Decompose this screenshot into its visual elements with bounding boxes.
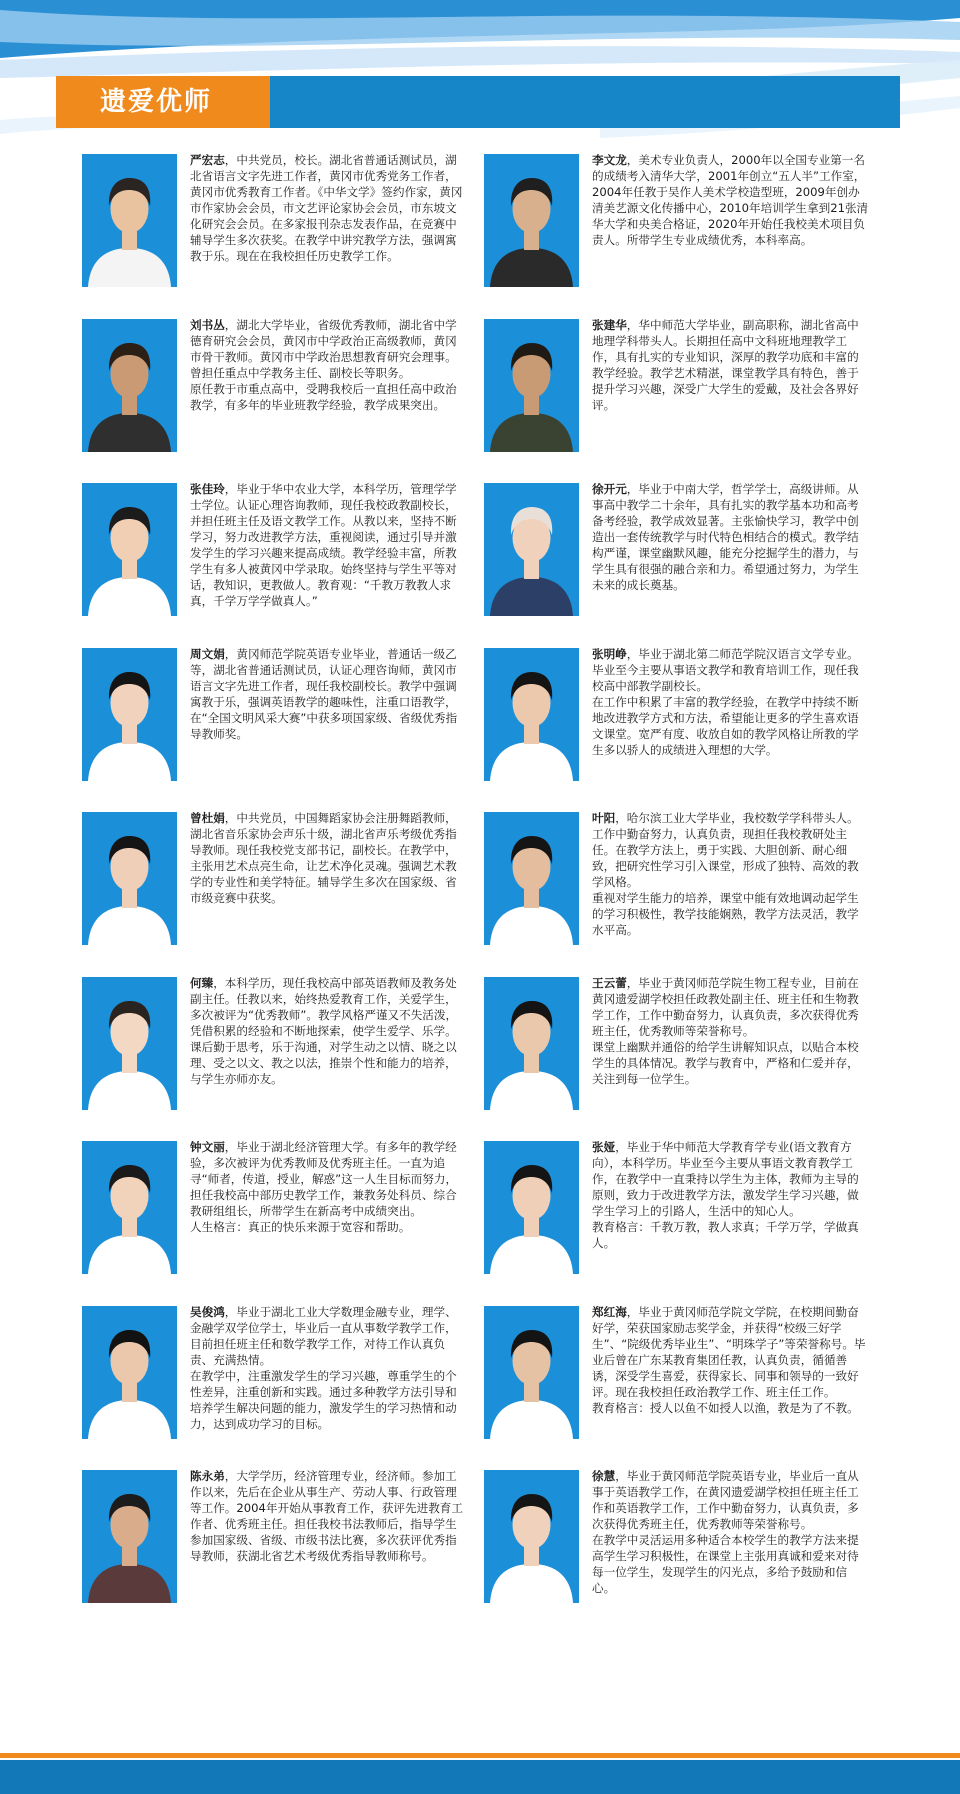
- teacher-bio: [190, 152, 468, 264]
- teacher-name: 曾杜娟: [190, 811, 225, 825]
- teacher-description: ，本科学历，现任我校高中部英语教师及教务处副主任。任教以来，始终热爱教育工作，关爱学生，多次被评为“优秀教师”。教学风格严谨又不失活泼，凭借积累的经验和不断地探索，使学生爱学、乐学。课后勤于思考，乐于沟通，对学生动之以情、晓之以理、受之以文、教之以法，推崇个性和能力的培养，与学生亦师亦友。: [190, 975, 458, 1086]
- teacher-description: ，毕业于华中师范大学教育学专业(语文教育方向），本科学历。毕业至今主要从事语文教育教学工作，在教学中一直秉持以学生为主体，教师为主导的原则，致力于改进教学方法，激发学生学习兴趣，做学生学习上的引路人，生活中的知心人。: [592, 1140, 859, 1218]
- teacher-name: 何臻: [190, 975, 214, 990]
- teacher-bio: [592, 810, 870, 938]
- teacher-photo: [484, 319, 579, 452]
- teacher-name: 张娅: [592, 1140, 616, 1154]
- teacher-description: ，大学学历，经济管理专业，经济师。参加工作以来，先后在企业从事生产、劳动人事、行政管理等工作。2004年开始从事教育工作，获评先进教育工作者、优秀班主任。担任我校书法教师后，指导学生参加国家级、省级、市级书法比赛，多次获评优秀指导教师，获湖北省艺术考级优秀指导教师称号。: [190, 1469, 463, 1563]
- section-header: [56, 76, 900, 128]
- teacher-grid: [82, 154, 882, 1635]
- teacher-description: ，中共党员，校长。湖北省普通话测试员，湖北省语言文字先进工作者，黄冈市优秀党务工作者，黄冈市优秀教育工作者。《中华文学》签约作家，黄冈市作家协会会员，市文艺评论家协会会员，市东坡文化研究会会员。在多家报刊杂志发表作品，在竞赛中辅导学生多次获奖。在教学中讲究教学方法，强调寓教于乐。现在在我校担任历史教学工作。: [190, 153, 463, 263]
- teacher-description: ，毕业于黄冈师范学院文学院，在校期间勤奋好学，荣获国家励志奖学金，并获得“校级三好学生”、“院级优秀毕业生”、“明珠学子”等荣誉称号。毕业后曾在广东某教育集团任教，认真负责，循循善诱，深受学生喜爱，获得家长、同事和领导的一致好评。现在我校担任政治教学工作、班主任工作。: [592, 1304, 866, 1399]
- teacher-name: 张建华: [592, 317, 627, 332]
- teacher-description: 原任教于市重点高中，受聘我校后一直担任高中政治教学，有多年的毕业班教学经验，教学成果突出。: [190, 381, 457, 412]
- teacher-card: [484, 1470, 882, 1635]
- teacher-name: 李文龙: [592, 153, 627, 167]
- teacher-photo: [484, 1306, 579, 1439]
- teacher-name: 王云蕾: [592, 975, 627, 990]
- teacher-card: [484, 648, 882, 813]
- teacher-name: 严宏志: [190, 153, 225, 167]
- teacher-photo: [82, 319, 177, 452]
- teacher-bio: [190, 481, 468, 609]
- teacher-description: ，中共党员，中国舞蹈家协会注册舞蹈教师，湖北省音乐家协会声乐十级，湖北省声乐考级优秀指导教师。现任我校党支部书记，副校长。在教学中，主张用艺术点亮生命，让艺术净化灵魂。强调艺术教学的专业性和美学特征。辅导学生多次在国家级、省市级竞赛中获奖。: [190, 811, 457, 905]
- teacher-card: [82, 154, 480, 319]
- teacher-photo: [82, 1306, 177, 1439]
- teacher-name: 周文娟: [190, 646, 225, 661]
- teacher-description: ，毕业于华中农业大学，本科学历，管理学学士学位。认证心理咨询教师，现任我校政教副校长，并担任班主任及语文教学工作。从教以来，坚持不断学习，努力改进教学方法，重视阅读，通过引导并激发学生的学习兴趣来提高成绩。教学经验丰富，所教学生有多人被黄冈中学录取。始终坚持与学生平等对话，教知识，更教做人。教育观：“千教万教教人求真，千学万学学做真人。”: [190, 482, 457, 608]
- teacher-description: ，黄冈师范学院英语专业毕业，普通话一级乙等，湖北省普通话测试员，认证心理咨询师，黄冈市语言文字先进工作者，现任我校副校长。教学中强调寓教于乐，强调英语教学的趣味性，注重口语教学，在“全国文明风采大赛”中获多项国家级、省级优秀指导教师奖。: [190, 646, 458, 741]
- teacher-description: 教育格言：授人以鱼不如授人以渔，教是为了不教。: [592, 1400, 859, 1415]
- teacher-description: ，毕业于湖北第二师范学院汉语言文学专业。毕业至今主要从事语文教学和教育培训工作，现任我校高中部教学副校长。: [592, 646, 859, 693]
- teacher-card: [484, 319, 882, 484]
- teacher-description: ，毕业于湖北工业大学数理金融专业，理学、金融学双学位学士，毕业后一直从事数学教学工作，目前担任班主任和数学教学工作，对待工作认真负责、充满热情。: [190, 1304, 457, 1367]
- teacher-description: ，湖北大学毕业，省级优秀教师，湖北省中学德育研究会会员，黄冈市中学政治正高级教师，黄冈市骨干教师。黄冈市中学政治思想教育研究会理事。曾担任重点中学教务主任、副校长等职务。: [190, 317, 457, 380]
- teacher-description: ，毕业于湖北经济管理大学。有多年的教学经验，多次被评为优秀教师及优秀班主任。一直为追寻“师者，传道，授业，解惑”这一人生目标而努力，担任我校高中部历史教学工作，兼教务处科员、综合教研组组长，所带学生在新高考中成绩突出。: [190, 1140, 458, 1218]
- teacher-bio: [190, 1139, 468, 1235]
- teacher-name: 吴俊鸿: [190, 1304, 225, 1319]
- teacher-photo: [82, 812, 177, 945]
- teacher-bio: [592, 1468, 870, 1596]
- teacher-card: [484, 1141, 882, 1306]
- teacher-photo: [484, 977, 579, 1110]
- teacher-photo: [82, 1141, 177, 1274]
- teacher-description: ，毕业于中南大学，哲学学士，高级讲师。从事高中教学二十余年，具有扎实的教学基本功和高考备考经验，教学成效显著。主张愉快学习，教学中创造出一套传统教学与时代特色相结合的模式。教学结构严谨，课堂幽默风趣，能充分挖掘学生的潜力，与学生具有很强的融合亲和力。希望通过努力，为学生未来的成长奠基。: [592, 482, 859, 592]
- teacher-name: 钟文丽: [190, 1140, 225, 1154]
- teacher-name: 刘书丛: [190, 317, 225, 332]
- teacher-bio: [592, 1139, 870, 1251]
- teacher-bio: [592, 646, 870, 758]
- footer-stripe-orange: [0, 1753, 960, 1758]
- teacher-card: [82, 977, 480, 1142]
- teacher-description: 在教学中，注重激发学生的学习兴趣，尊重学生的个性差异，注重创新和实践。通过多种教学方法引导和培养学生解决问题的能力，激发学生的学习热情和动力，达到成功学习的目标。: [190, 1368, 457, 1431]
- teacher-card: [82, 648, 480, 813]
- teacher-name: 徐慧: [592, 1469, 616, 1483]
- teacher-name: 张明峥: [592, 646, 627, 661]
- footer-stripe-blue: [0, 1760, 960, 1794]
- teacher-photo: [82, 977, 177, 1110]
- section-title: 遗爱优师: [56, 76, 270, 128]
- teacher-name: 陈永弟: [190, 1469, 225, 1483]
- teacher-description: 重视对学生能力的培养，课堂中能有效地调动起学生的学习积极性，教学技能娴熟，教学方法灵活，教学水平高。: [592, 891, 859, 937]
- teacher-description: ，哈尔滨工业大学毕业，我校数学学科带头人。工作中勤奋努力，认真负责，现担任我校教研处主任。在教学方法上，勇于实践、大胆创新、耐心细致，把研究性学习引入课堂，形成了独特、高效的教学风格。: [592, 811, 859, 889]
- teacher-card: [82, 1141, 480, 1306]
- teacher-bio: [190, 646, 468, 742]
- teacher-bio: [190, 1468, 468, 1564]
- teacher-bio: [592, 1304, 870, 1416]
- teacher-name: 张佳玲: [190, 482, 225, 496]
- teacher-description: 教育格言：千教万教，教人求真；千学万学，学做真人。: [592, 1220, 859, 1250]
- teacher-photo: [484, 154, 579, 287]
- teacher-card: [82, 483, 480, 648]
- teacher-photo: [82, 483, 177, 616]
- teacher-bio: [592, 481, 870, 593]
- teacher-card: [82, 319, 480, 484]
- teacher-bio: [190, 1304, 468, 1432]
- teacher-name: 郑红海: [592, 1304, 627, 1319]
- teacher-photo: [484, 648, 579, 781]
- teacher-card: [484, 977, 882, 1142]
- teacher-bio: [592, 975, 870, 1087]
- teacher-photo: [82, 1470, 177, 1603]
- teacher-card: [82, 1470, 480, 1635]
- teacher-description: ，美术专业负责人，2000年以全国专业第一名的成绩考入清华大学，2001年创立“五人半”工作室，2004年任教于吴作人美术学校造型班，2009年创办清美艺源文化传播中心，2010年培训学生拿到21张清华大学和央美合格证，2020年开始任我校美术项目负责人。所带学生专业成绩优秀，本科率高。: [592, 153, 869, 247]
- teacher-description: ，华中师范大学毕业，副高职称，湖北省高中地理学科带头人。长期担任高中文科班地理教学工作，具有扎实的专业知识，深厚的教学功底和丰富的教学经验。教学艺术精湛，课堂教学具有特色，善于提升学习兴趣，深受广大学生的爱戴，及社会各界好评。: [592, 317, 859, 412]
- teacher-card: [484, 812, 882, 977]
- header-bar: [270, 76, 900, 128]
- teacher-photo: [484, 1470, 579, 1603]
- teacher-card: [82, 812, 480, 977]
- teacher-card: [484, 154, 882, 319]
- teacher-description: 人生格言：真正的快乐来源于宽容和帮助。: [190, 1220, 411, 1234]
- teacher-card: [484, 1306, 882, 1471]
- teacher-description: 在工作中积累了丰富的教学经验，在教学中持续不断地改进教学方式和方法，希望能让更多的学生喜欢语文课堂。宽严有度、收放自如的教学风格让所教的学生多以骄人的成绩进入理想的大学。: [592, 694, 859, 757]
- teacher-bio: [190, 317, 468, 413]
- teacher-photo: [82, 154, 177, 287]
- teacher-description: 课堂上幽默并通俗的给学生讲解知识点，以贴合本校学生的具体情况。教学与教育中，严格和仁爱并存，关注到每一位学生。: [592, 1039, 859, 1086]
- teacher-bio: [190, 975, 468, 1087]
- teacher-description: ，毕业于黄冈师范学院生物工程专业，目前在黄冈遗爱湖学校担任政教处副主任、班主任和生物教学工作，工作中勤奋努力，认真负责，多次获得优秀班主任，优秀教师等荣誉称号。: [592, 975, 859, 1038]
- teacher-card: [484, 483, 882, 648]
- teacher-photo: [484, 812, 579, 945]
- teacher-photo: [82, 648, 177, 781]
- teacher-description: 在教学中灵活运用多种适合本校学生的教学方法来提高学生学习积极性，在课堂上主张用真诚和爱来对待每一位学生，发现学生的闪光点，多给予鼓励和信心。: [592, 1533, 859, 1595]
- teacher-bio: [190, 810, 468, 906]
- teacher-name: 叶阳: [592, 811, 616, 825]
- teacher-card: [82, 1306, 480, 1471]
- teacher-photo: [484, 483, 579, 616]
- teacher-photo: [484, 1141, 579, 1274]
- teacher-description: ，毕业于黄冈师范学院英语专业，毕业后一直从事于英语教学工作，在黄冈遗爱湖学校担任班主任工作和英语教学工作，工作中勤奋努力，认真负责，多次获得优秀班主任，优秀教师等荣誉称号。: [592, 1469, 859, 1531]
- teacher-bio: [592, 152, 870, 248]
- teacher-bio: [592, 317, 870, 413]
- teacher-name: 徐开元: [592, 482, 627, 496]
